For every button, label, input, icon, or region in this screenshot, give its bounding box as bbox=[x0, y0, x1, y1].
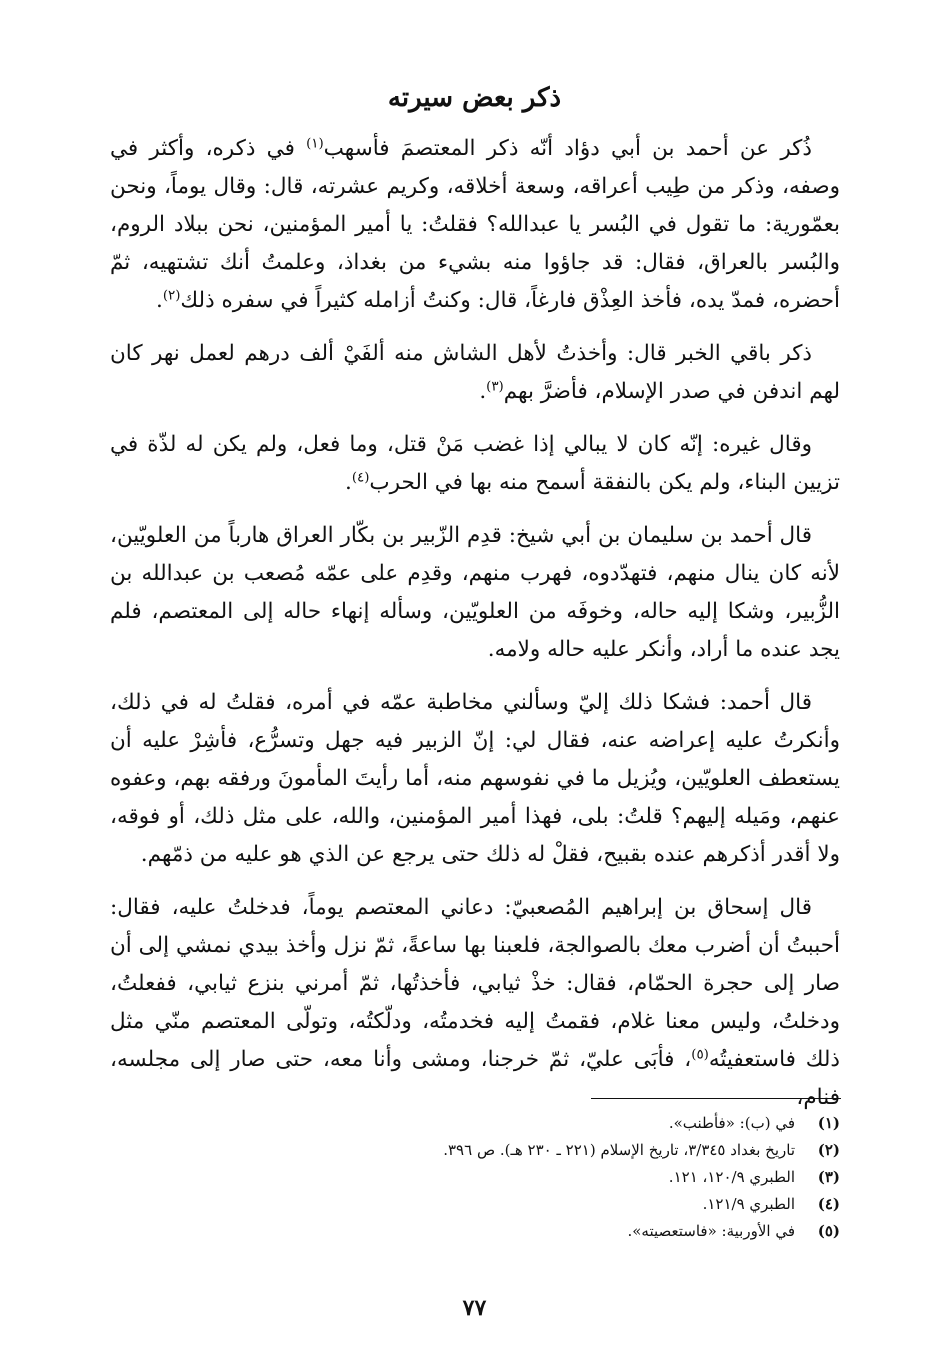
footnote-item bbox=[110, 1110, 840, 1137]
footnote-item bbox=[110, 1191, 840, 1218]
page-number: ٧٧ bbox=[462, 1295, 487, 1321]
footnote-number: (٣) bbox=[817, 1168, 840, 1186]
footnote-reference: (٣) bbox=[486, 379, 504, 395]
paragraph-text: . bbox=[479, 379, 487, 404]
footnote-number: (١) bbox=[817, 1114, 840, 1132]
footnote-number: (٤) bbox=[817, 1195, 840, 1213]
footnotes-list bbox=[110, 1110, 840, 1245]
footnote-text: الطبري ١٢١/٩. bbox=[702, 1195, 795, 1213]
footnote-text: في (ب): «فأطنب». bbox=[668, 1114, 795, 1132]
paragraph-text: ذكر باقي الخبر قال: وأخذتُ لأهل الشاش منه ألفَيْ ألف درهم لعمل نهر كان لهم اندفن في صدر الإسلام، فأضرَّ بهم bbox=[110, 341, 840, 404]
footnote-text: في الأوربية: «فاستعصيته». bbox=[627, 1222, 795, 1240]
paragraph-text: ذُكر عن أحمد بن أبي دؤاد أنّه ذكر المعتصمَ فأسهب bbox=[323, 136, 812, 161]
footnote-number: (٥) bbox=[817, 1222, 840, 1240]
paragraph-text: وقال غيره: إنّه كان لا يبالي إذا غضب مَنْ قتل، وما فعل، ولم يكن له لذّة في تزيين البناء، ولم يكن بالنفقة أسمح منه بها في الحرب bbox=[110, 432, 840, 495]
footnote-text: الطبري ١٢٠/٩، ١٢١. bbox=[668, 1168, 795, 1186]
paragraph-text: في ذكره، وأكثر في وصفه، وذكر من طِيب أعراقه، وسعة أخلاقه، وكريم عشرته، قال: وقال يوماً، ونحن بعمّورية: ما تقول في البُسر يا عبدالله؟ فقلتُ: يا أمير المؤمنين، نحن ببلاد الروم، والبُسر بالعراق، فقال: قد جاؤوا منه بشيء من بغداذ، وعلمتُ أنك تشتهيه، ثمّ أحضره، فمدّ يده، فأخذ العِذْق فارغاً، قال: وكنتُ أزامله كثيراً في سفره ذلك bbox=[110, 136, 840, 313]
body-paragraph bbox=[110, 517, 840, 669]
footnote-item bbox=[110, 1137, 840, 1164]
paragraph-text: قال أحمد بن سليمان بن أبي شيخ: قدِم الزّبير بن بكّار العراق هارباً من العلويّين، لأنه كان ينال منهم، فتهدّدوه، فهرب منهم، وقدِم على عمّه مُصعب بن عبدالله بن الزُّبير، وشكا إليه حاله، وخوفَه من العلويّين، وسأله إنهاء حاله إلى المعتصم، فلم يجد عنده ما أراد، وأنكر عليه حاله ولامه. bbox=[110, 523, 840, 662]
paragraph-text: . bbox=[344, 470, 352, 495]
body-paragraph bbox=[110, 684, 840, 874]
footnote-reference: (١) bbox=[306, 136, 324, 152]
footnote-item bbox=[110, 1218, 840, 1245]
body-paragraph bbox=[110, 426, 840, 502]
body-text bbox=[110, 130, 840, 1132]
body-paragraph bbox=[110, 335, 840, 411]
footnote-item bbox=[110, 1164, 840, 1191]
body-paragraph bbox=[110, 889, 840, 1117]
body-paragraph bbox=[110, 130, 840, 320]
footnote-text: تاريخ بغداد ٣/٣٤٥، تاريخ الإسلام (٢٢١ ـ ٢٣٠ هـ). ص ٣٩٦. bbox=[443, 1141, 795, 1159]
footnote-separator bbox=[591, 1098, 841, 1099]
footnote-reference: (٥) bbox=[691, 1047, 709, 1063]
paragraph-text: . bbox=[156, 288, 163, 313]
paragraph-text: ، فأبَى عليّ، ثمّ خرجنا، ومشى وأنا معه، حتى صار إلى مجلسه، فنام، bbox=[110, 1047, 840, 1110]
chapter-title: ذكر بعض سيرته bbox=[387, 83, 562, 113]
footnote-reference: (٢) bbox=[162, 288, 181, 304]
paragraph-text: قال أحمد: فشكا ذلك إليّ وسألني مخاطبة عمّه في أمره، فقلتُ له في ذلك، وأنكرتُ عليه إعراضه عنه، فقال لي: إنّ الزبير فيه جهل وتسرُّع، فأشِرْ عليه أن يستعطف العلويّين، ويُزيل ما في نفوسهم منه، أما رأيتَ المأمونَ ورفقه بهم، وعفوه عنهم، ومَيله إليهم؟ قلتُ: بلى، فهذا أمير المؤمنين، والله، على مثل ذلك، أو فوقه، ولا أقدر أذكرهم عنده بقبيح، فقلْ له ذلك حتى يرجع عن الذي هو عليه من ذمّهم. bbox=[110, 690, 840, 867]
paragraph-text: قال إسحاق بن إبراهيم المُصعبيّ: دعاني المعتصم يوماً، فدخلتُ عليه، فقال: أحببتُ أن أضرب معك بالصوالجة، فلعبنا بها ساعةً، ثمّ نزل وأخذ بيدي نمشي إلى أن صار إلى حجرة الحمّام، فقال: خذْ ثيابي، فأخذتُها، ثمّ أمرني بنزع ثيابي، ففعلتُ، ودخلتُ، وليس معنا غلام، فقمتُ إليه فخدمتُه، ودلّكتُه، وتولّى المعتصم منّي مثل ذلك فاستعفيتُه bbox=[110, 895, 840, 1072]
footnote-reference: (٤) bbox=[351, 470, 370, 486]
footnote-number: (٢) bbox=[817, 1141, 840, 1159]
